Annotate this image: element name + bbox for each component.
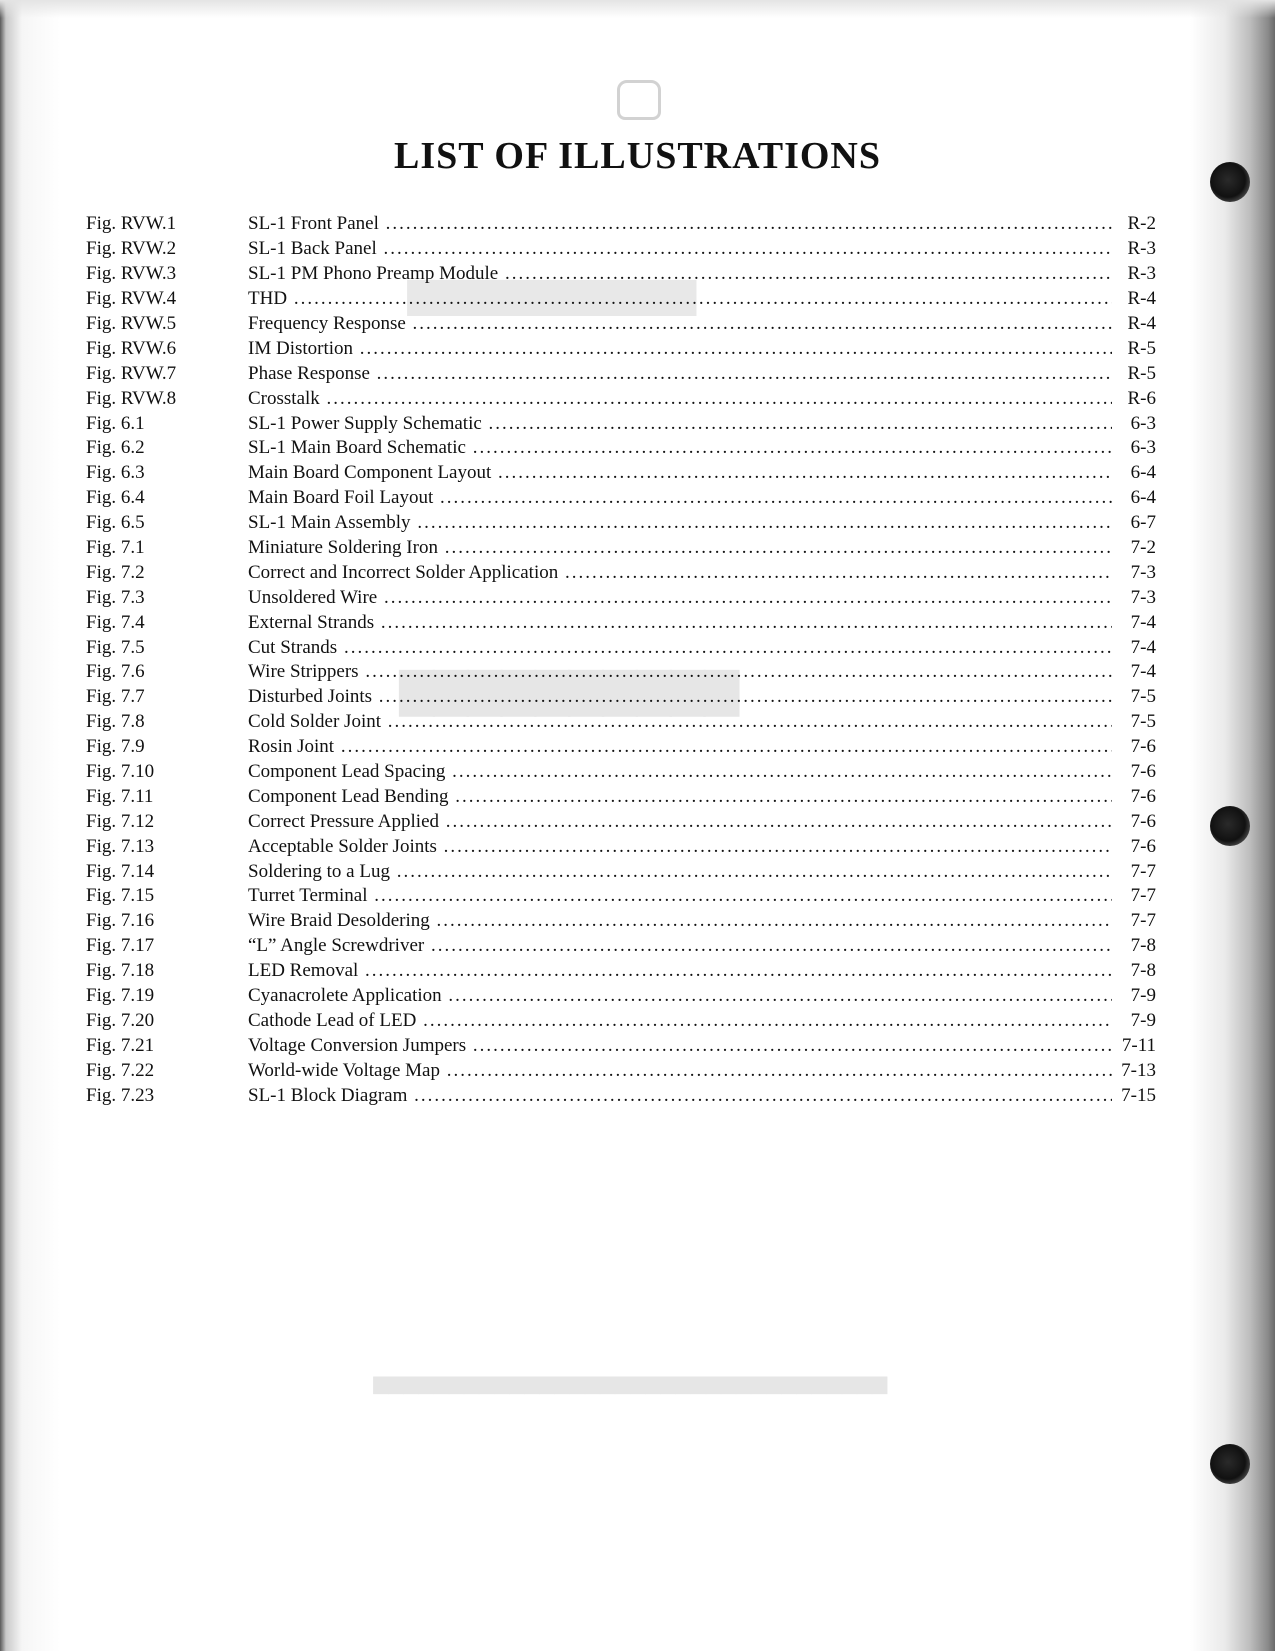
figure-number: Fig. 6.2 bbox=[86, 437, 145, 459]
page-reference: 7-9 bbox=[1130, 985, 1156, 1007]
list-item bbox=[86, 685, 1156, 710]
figure-number: Fig. 7.3 bbox=[86, 586, 145, 608]
list-item bbox=[86, 536, 1156, 561]
figure-number: Fig. 7.2 bbox=[86, 561, 145, 583]
showthrough-heading-shape: ▇▇▇▇▇▇▇▇▇▇▇ bbox=[408, 278, 696, 315]
figure-caption: SL-1 PM Phono Preamp Module ..... bbox=[248, 263, 1112, 285]
list-item bbox=[86, 610, 1156, 635]
figure-number: Fig. 6.3 bbox=[86, 462, 145, 484]
page-reference: 7-3 bbox=[1130, 561, 1156, 583]
figure-number: Fig. 7.21 bbox=[86, 1034, 155, 1056]
list-item bbox=[86, 635, 1156, 660]
figure-caption: Component Lead Bending ..... bbox=[248, 786, 1112, 808]
figure-number: Fig. 6.5 bbox=[86, 512, 145, 534]
figure-caption: Frequency Response ..... bbox=[248, 313, 1112, 335]
figure-number: Fig. 7.8 bbox=[86, 711, 145, 733]
figure-number: Fig. 7.15 bbox=[86, 885, 155, 907]
page-reference: R-5 bbox=[1127, 362, 1156, 384]
figure-number: Fig. 7.4 bbox=[86, 611, 145, 633]
list-item bbox=[86, 262, 1156, 287]
page-reference: 7-5 bbox=[1130, 711, 1156, 733]
figure-caption: SL-1 Front Panel ..... bbox=[248, 213, 1112, 235]
page-reference: 7-6 bbox=[1130, 761, 1156, 783]
list-item bbox=[86, 660, 1156, 685]
figure-number: Fig. 7.7 bbox=[86, 686, 145, 708]
page-reference: R-5 bbox=[1127, 337, 1156, 359]
list-item bbox=[86, 336, 1156, 361]
figure-number: Fig. 7.23 bbox=[86, 1084, 155, 1106]
figure-number: Fig. 7.12 bbox=[86, 810, 155, 832]
list-item bbox=[86, 1009, 1156, 1034]
page-reference: 7-13 bbox=[1121, 1059, 1156, 1081]
figure-number: Fig. 7.9 bbox=[86, 736, 145, 758]
list-item bbox=[86, 735, 1156, 760]
figure-caption: Wire Braid Desoldering ..... bbox=[248, 910, 1112, 932]
page-reference: R-3 bbox=[1127, 238, 1156, 260]
figure-number: Fig. RVW.3 bbox=[86, 263, 177, 285]
figure-caption: SL-1 Main Board Schematic ..... bbox=[248, 437, 1112, 459]
list-item bbox=[86, 461, 1156, 486]
list-item bbox=[86, 386, 1156, 411]
figure-number: Fig. RVW.2 bbox=[86, 238, 177, 260]
figure-number: Fig. 7.6 bbox=[86, 661, 145, 683]
figure-number: Fig. RVW.4 bbox=[86, 288, 177, 310]
figure-number: Fig. 7.14 bbox=[86, 860, 155, 882]
figure-caption: Crosstalk ..... bbox=[248, 388, 1112, 410]
list-item bbox=[86, 959, 1156, 984]
list-item bbox=[86, 1033, 1156, 1058]
figure-caption: Turret Terminal ..... bbox=[248, 885, 1112, 907]
figure-caption: IM Distortion ..... bbox=[248, 338, 1112, 360]
figure-caption: External Strands ..... bbox=[248, 612, 1112, 634]
figure-caption: SL-1 Back Panel ..... bbox=[248, 238, 1112, 260]
figure-number: Fig. RVW.7 bbox=[86, 362, 177, 384]
page-reference: 7-7 bbox=[1130, 885, 1156, 907]
page-reference: R-3 bbox=[1127, 263, 1156, 285]
figure-number: Fig. 7.17 bbox=[86, 935, 155, 957]
binder-hole-middle-icon bbox=[1210, 806, 1250, 846]
figure-caption: Correct Pressure Applied ..... bbox=[248, 811, 1112, 833]
illustrations-list bbox=[86, 212, 1156, 1108]
figure-number: Fig. 7.13 bbox=[86, 835, 155, 857]
page-reference: 7-8 bbox=[1130, 960, 1156, 982]
figure-caption: Main Board Foil Layout ..... bbox=[248, 487, 1112, 509]
figure-caption: Cathode Lead of LED ..... bbox=[248, 1010, 1112, 1032]
page-reference: 7-4 bbox=[1130, 611, 1156, 633]
list-item bbox=[86, 984, 1156, 1009]
figure-caption: Unsoldered Wire ..... bbox=[248, 587, 1112, 609]
page-reference: 7-11 bbox=[1121, 1034, 1156, 1056]
figure-number: Fig. 7.16 bbox=[86, 910, 155, 932]
figure-number: Fig. 7.11 bbox=[86, 785, 154, 807]
figure-caption: SL-1 Power Supply Schematic ..... bbox=[248, 413, 1112, 435]
list-item bbox=[86, 560, 1156, 585]
figure-caption: SL-1 Block Diagram ..... bbox=[248, 1085, 1112, 1107]
page-reference: 7-8 bbox=[1130, 935, 1156, 957]
figure-number: Fig. 7.10 bbox=[86, 761, 155, 783]
page-reference: 7-6 bbox=[1130, 736, 1156, 758]
page-reference: 7-4 bbox=[1130, 636, 1156, 658]
page-reference: 7-6 bbox=[1130, 785, 1156, 807]
list-item bbox=[86, 287, 1156, 312]
figure-number: Fig. RVW.6 bbox=[86, 337, 177, 359]
figure-caption: Main Board Component Layout ..... bbox=[248, 462, 1112, 484]
showthrough-title-shape: ▇▇▇▇▇▇▇▇▇▇ bbox=[400, 666, 739, 715]
page-reference: 6-4 bbox=[1130, 462, 1156, 484]
page-reference: 7-5 bbox=[1130, 686, 1156, 708]
list-item bbox=[86, 585, 1156, 610]
list-item bbox=[86, 710, 1156, 735]
page-reference: 7-9 bbox=[1130, 1009, 1156, 1031]
page-reference: 7-7 bbox=[1130, 910, 1156, 932]
binder-hole-bottom-icon bbox=[1210, 1444, 1250, 1484]
figure-caption: Acceptable Solder Joints ..... bbox=[248, 836, 1112, 858]
list-item bbox=[86, 511, 1156, 536]
list-item bbox=[86, 760, 1156, 785]
figure-number: Fig. 7.1 bbox=[86, 537, 145, 559]
figure-number: Fig. 7.5 bbox=[86, 636, 145, 658]
page-reference: 6-4 bbox=[1130, 487, 1156, 509]
page-reference: 6-7 bbox=[1130, 512, 1156, 534]
page-reference: R-2 bbox=[1127, 213, 1156, 235]
page-top-shadow bbox=[0, 0, 1275, 18]
figure-caption: Phase Response ..... bbox=[248, 363, 1112, 385]
page-reference: 7-2 bbox=[1130, 537, 1156, 559]
figure-caption: World-wide Voltage Map ..... bbox=[248, 1060, 1112, 1082]
page-reference: R-4 bbox=[1127, 288, 1156, 310]
list-item bbox=[86, 934, 1156, 959]
list-item bbox=[86, 361, 1156, 386]
figure-number: Fig. 7.19 bbox=[86, 985, 155, 1007]
figure-caption: Miniature Soldering Iron ..... bbox=[248, 537, 1112, 559]
page-reference: 7-4 bbox=[1130, 661, 1156, 683]
figure-caption: Component Lead Spacing ..... bbox=[248, 761, 1112, 783]
list-item bbox=[86, 212, 1156, 237]
figure-caption: Cyanacrolete Application ..... bbox=[248, 985, 1112, 1007]
figure-caption: SL-1 Main Assembly ..... bbox=[248, 512, 1112, 534]
figure-number: Fig. 6.4 bbox=[86, 487, 145, 509]
figure-number: Fig. RVW.8 bbox=[86, 387, 177, 409]
figure-number: Fig. 7.18 bbox=[86, 960, 155, 982]
list-item bbox=[86, 1058, 1156, 1083]
list-item bbox=[86, 784, 1156, 809]
figure-caption: Voltage Conversion Jumpers ..... bbox=[248, 1035, 1112, 1057]
list-item bbox=[86, 859, 1156, 884]
list-item bbox=[86, 909, 1156, 934]
list-item bbox=[86, 237, 1156, 262]
list-item bbox=[86, 1083, 1156, 1108]
figure-caption: Soldering to a Lug ..... bbox=[248, 861, 1112, 883]
figure-caption: Disturbed Joints ..... bbox=[248, 686, 1112, 708]
crown-logo-showthrough-icon bbox=[617, 80, 661, 120]
figure-number: Fig. 7.20 bbox=[86, 1009, 155, 1031]
page-reference: 7-7 bbox=[1130, 860, 1156, 882]
page-reference: 7-15 bbox=[1121, 1084, 1156, 1106]
list-item bbox=[86, 312, 1156, 337]
list-item bbox=[86, 486, 1156, 511]
figure-caption: Rosin Joint ..... bbox=[248, 736, 1112, 758]
page-reference: 7-6 bbox=[1130, 810, 1156, 832]
list-item bbox=[86, 411, 1156, 436]
figure-caption: THD ..... bbox=[248, 288, 1112, 310]
figure-caption: LED Removal ..... bbox=[248, 960, 1112, 982]
figure-caption: Cold Solder Joint ..... bbox=[248, 711, 1112, 733]
list-item bbox=[86, 809, 1156, 834]
figure-caption: Correct and Incorrect Solder Application ..... bbox=[248, 562, 1112, 584]
figure-number: Fig. 6.1 bbox=[86, 412, 145, 434]
page-reference: 7-6 bbox=[1130, 835, 1156, 857]
page-title: LIST OF ILLUSTRATIONS bbox=[393, 135, 882, 177]
figure-caption: “L” Angle Screwdriver ..... bbox=[248, 935, 1112, 957]
showthrough-footer-shape: ▆▆▆▆▆▆▆▆▆▆▆▆▆▆▆▆▆▆▆▆▆▆▆▆▆▆▆▆▆▆▆▆▆▆ bbox=[373, 1373, 887, 1394]
figure-caption: Cut Strands ..... bbox=[248, 637, 1112, 659]
page-reference: R-6 bbox=[1127, 387, 1156, 409]
page-reference: R-4 bbox=[1127, 313, 1156, 334]
figure-caption: Wire Strippers ..... bbox=[248, 661, 1112, 683]
list-item bbox=[86, 884, 1156, 909]
figure-number: Fig. RVW.5 bbox=[86, 313, 177, 334]
list-item bbox=[86, 436, 1156, 461]
figure-number: Fig. RVW.1 bbox=[86, 213, 177, 235]
page-reference: 7-3 bbox=[1130, 586, 1156, 608]
figure-number: Fig. 7.22 bbox=[86, 1059, 155, 1081]
page-reference: 6-3 bbox=[1130, 412, 1156, 434]
page-reference: 6-3 bbox=[1130, 437, 1156, 459]
list-item bbox=[86, 834, 1156, 859]
